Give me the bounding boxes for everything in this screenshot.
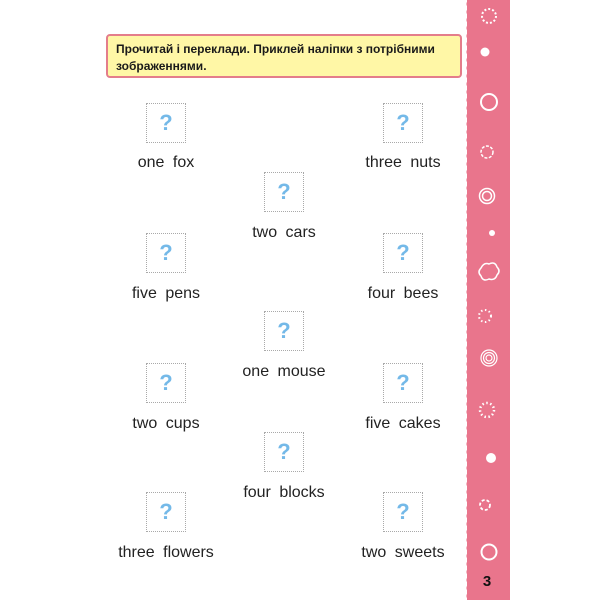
item-label-three-nuts: three nuts — [365, 154, 441, 171]
question-mark-icon: ? — [277, 439, 291, 464]
item-label-five-pens: five pens — [131, 285, 201, 302]
question-mark-icon: ? — [396, 370, 410, 395]
sticker-placeholder-five-cakes[interactable] — [383, 363, 423, 403]
sticker-placeholder-four-bees[interactable] — [383, 233, 423, 273]
dot-icon — [486, 453, 496, 463]
sticker-placeholder-five-pens[interactable] — [146, 233, 186, 273]
instruction-text: Прочитай і переклади. Приклей наліпки з потрібними зображеннями. — [116, 42, 435, 73]
dotted-ring-icon — [480, 403, 494, 417]
question-mark-icon: ? — [159, 499, 173, 524]
question-mark-icon: ? — [396, 240, 410, 265]
question-mark-icon: ? — [277, 179, 291, 204]
ring-icon — [481, 94, 497, 110]
sticker-placeholder-three-nuts[interactable] — [383, 103, 423, 143]
question-mark-icon: ? — [159, 240, 173, 265]
dot-icon — [481, 48, 490, 57]
item-label-five-cakes: five cakes — [365, 415, 441, 432]
question-mark-icon: ? — [396, 499, 410, 524]
question-mark-icon: ? — [277, 318, 291, 343]
sticker-placeholder-one-mouse[interactable] — [264, 311, 304, 351]
item-label-two-sweets: two sweets — [361, 544, 445, 561]
dotted-ring-icon — [482, 9, 496, 23]
sticker-placeholder-three-flowers[interactable] — [146, 492, 186, 532]
ring-icon — [482, 545, 497, 560]
flower-outline-icon — [481, 146, 493, 158]
page-number: 3 — [482, 573, 492, 590]
sticker-placeholder-two-cups[interactable] — [146, 363, 186, 403]
dotted-ring-icon — [479, 310, 491, 322]
sticker-placeholder-two-sweets[interactable] — [383, 492, 423, 532]
item-label-one-mouse: one mouse — [242, 363, 326, 380]
sticker-placeholder-two-cars[interactable] — [264, 172, 304, 212]
instruction-box — [106, 34, 462, 78]
item-label-two-cars: two cars — [252, 224, 316, 241]
question-mark-icon: ? — [159, 110, 173, 135]
item-label-two-cups: two cups — [132, 415, 200, 432]
sticker-placeholder-four-blocks[interactable] — [264, 432, 304, 472]
decorative-circles — [469, 0, 509, 600]
item-label-four-bees: four bees — [367, 285, 439, 302]
sticker-placeholder-one-fox[interactable] — [146, 103, 186, 143]
item-label-one-fox: one fox — [137, 154, 195, 171]
dashed-ring-icon — [480, 500, 490, 510]
small-dot-icon — [489, 230, 495, 236]
blob-icon — [479, 263, 499, 280]
item-label-four-blocks: four blocks — [243, 484, 325, 501]
question-mark-icon: ? — [396, 110, 410, 135]
question-mark-icon: ? — [159, 370, 173, 395]
item-label-three-flowers: three flowers — [118, 544, 214, 561]
